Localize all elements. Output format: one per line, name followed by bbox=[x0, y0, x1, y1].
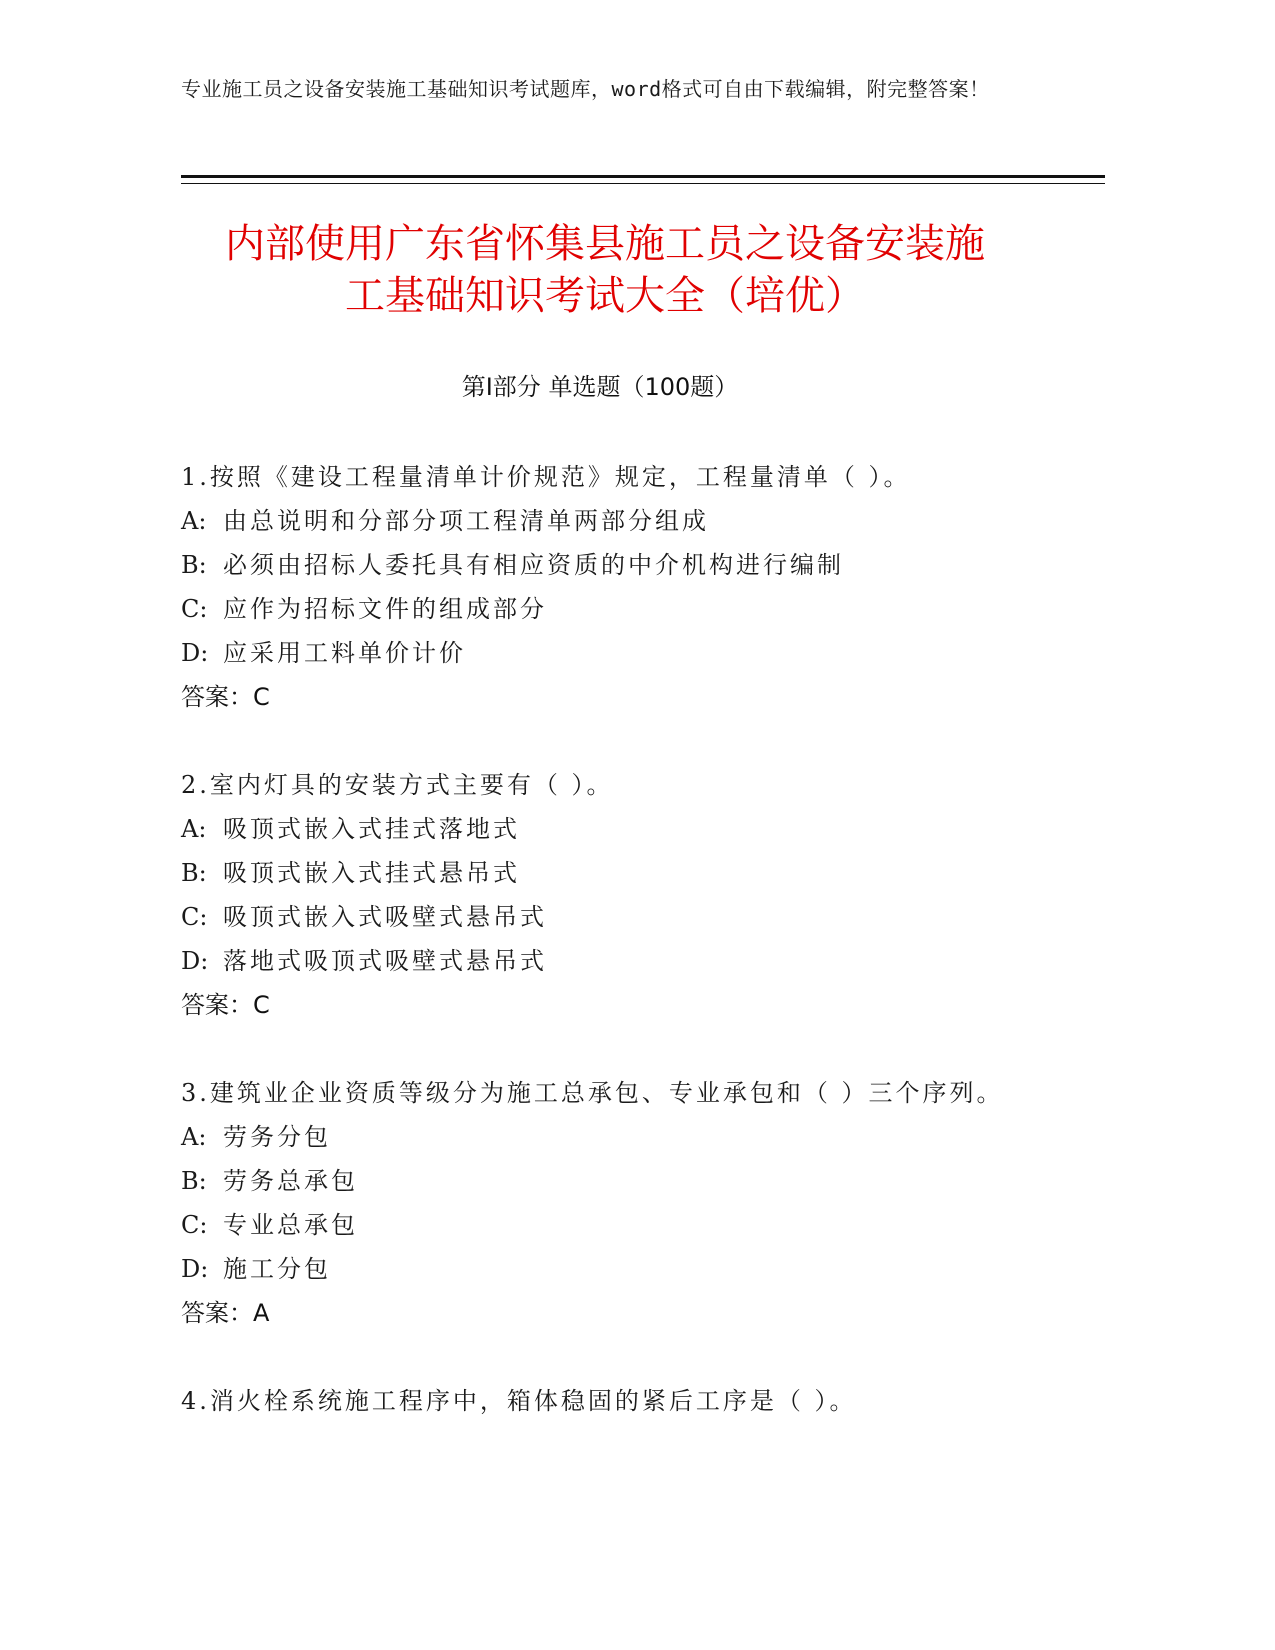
question-stem: 1.按照《建设工程量清单计价规范》规定，工程量清单（ ）。 bbox=[181, 463, 911, 491]
document-title-line-2: 工基础知识考试大全（培优） bbox=[345, 273, 865, 319]
option-text: 应采用工料单价计价 bbox=[223, 639, 466, 667]
question-4 bbox=[181, 1379, 1081, 1423]
option-text: 吸顶式嵌入式挂式落地式 bbox=[223, 815, 520, 843]
option-a bbox=[181, 807, 1081, 851]
option-key: D: bbox=[181, 1255, 209, 1283]
header-divider-thin bbox=[181, 183, 1105, 184]
option-key: C: bbox=[181, 903, 208, 931]
option-key: A: bbox=[181, 507, 207, 535]
option-key: D: bbox=[181, 947, 209, 975]
header-divider-thick bbox=[181, 175, 1105, 178]
option-d bbox=[181, 939, 1081, 983]
option-text: 劳务总承包 bbox=[223, 1167, 358, 1195]
document-title bbox=[150, 218, 1060, 322]
option-key: D: bbox=[181, 639, 209, 667]
answer-line: 答案：A bbox=[181, 1299, 270, 1327]
question-2 bbox=[181, 763, 1081, 1027]
header-note: 专业施工员之设备安装施工基础知识考试题库，word格式可自由下载编辑，附完整答案！ bbox=[181, 77, 990, 101]
option-key: A: bbox=[181, 1123, 207, 1151]
answer-line: 答案：C bbox=[181, 683, 270, 711]
option-text: 劳务分包 bbox=[223, 1123, 331, 1151]
option-b bbox=[181, 1159, 1081, 1203]
option-c bbox=[181, 895, 1081, 939]
option-text: 应作为招标文件的组成部分 bbox=[223, 595, 547, 623]
option-text: 吸顶式嵌入式吸壁式悬吊式 bbox=[223, 903, 547, 931]
question-1 bbox=[181, 455, 1081, 719]
question-stem: 4.消火栓系统施工程序中，箱体稳固的紧后工序是（ ）。 bbox=[181, 1387, 857, 1415]
option-c bbox=[181, 587, 1081, 631]
option-text: 施工分包 bbox=[223, 1255, 331, 1283]
option-c bbox=[181, 1203, 1081, 1247]
option-key: B: bbox=[181, 1167, 207, 1195]
option-key: A: bbox=[181, 815, 207, 843]
question-3 bbox=[181, 1071, 1081, 1335]
option-key: C: bbox=[181, 595, 208, 623]
question-list bbox=[181, 455, 1081, 1467]
section-title: 第Ⅰ部分 单选题（100题） bbox=[461, 373, 739, 401]
document-title-line-1: 内部使用广东省怀集县施工员之设备安装施 bbox=[225, 221, 985, 267]
option-b bbox=[181, 851, 1081, 895]
option-a bbox=[181, 499, 1081, 543]
question-stem: 2.室内灯具的安装方式主要有（ ）。 bbox=[181, 771, 614, 799]
option-text: 必须由招标人委托具有相应资质的中介机构进行编制 bbox=[223, 551, 844, 579]
question-stem: 3.建筑业企业资质等级分为施工总承包、专业承包和（ ）三个序列。 bbox=[181, 1079, 1004, 1107]
option-text: 由总说明和分部分项工程清单两部分组成 bbox=[223, 507, 709, 535]
option-text: 落地式吸顶式吸壁式悬吊式 bbox=[223, 947, 547, 975]
option-text: 吸顶式嵌入式挂式悬吊式 bbox=[223, 859, 520, 887]
option-key: B: bbox=[181, 859, 207, 887]
option-key: C: bbox=[181, 1211, 208, 1239]
option-text: 专业总承包 bbox=[223, 1211, 358, 1239]
option-d bbox=[181, 631, 1081, 675]
option-d bbox=[181, 1247, 1081, 1291]
option-key: B: bbox=[181, 551, 207, 579]
option-b bbox=[181, 543, 1081, 587]
answer-line: 答案：C bbox=[181, 991, 270, 1019]
option-a bbox=[181, 1115, 1081, 1159]
